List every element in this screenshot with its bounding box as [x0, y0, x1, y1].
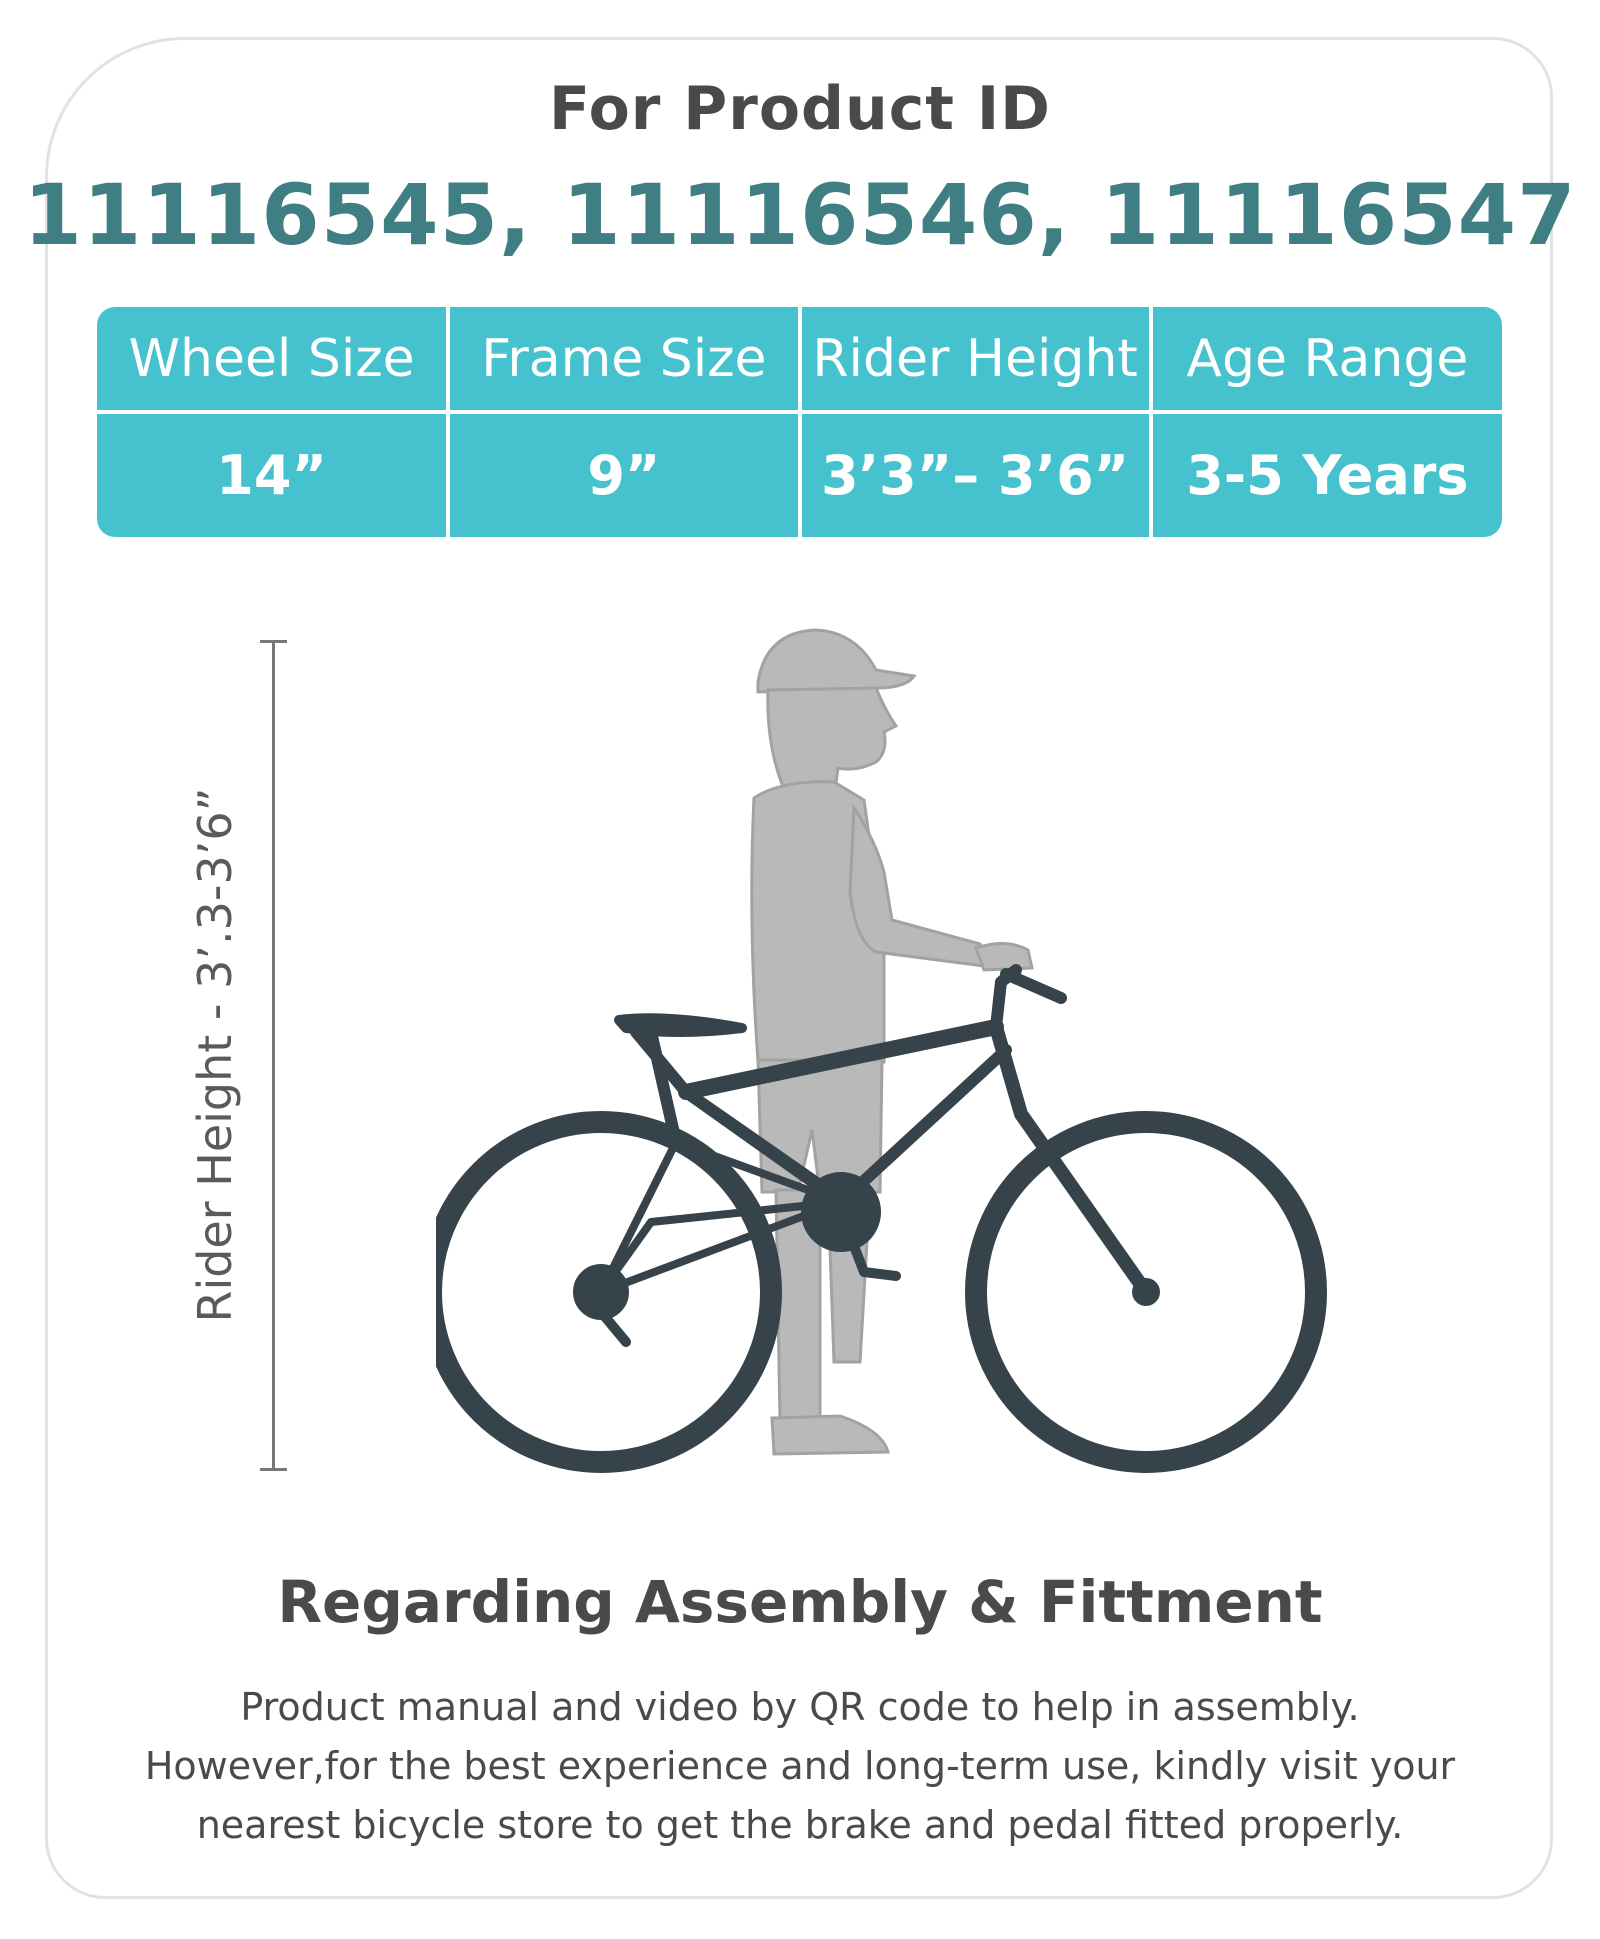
rider-height-value: 3’3”– 3’6”	[800, 412, 1151, 537]
size-table	[97, 307, 1502, 537]
size-table-header-row	[97, 307, 1502, 412]
column-header-frame-size: Frame Size	[448, 307, 799, 412]
assembly-line: Product manual and video by QR code to help in assembly.	[240, 1685, 1360, 1729]
product-ids: 11116545, 11116546, 11116547	[23, 166, 1577, 264]
assembly-description	[0, 1678, 1600, 1855]
height-ruler-bottom-cap	[260, 1468, 287, 1471]
height-ruler	[272, 640, 275, 1470]
size-table-value-row	[97, 412, 1502, 537]
rider-with-bicycle-illustration	[436, 622, 1346, 1482]
age-range-value: 3-5 Years	[1151, 412, 1502, 537]
wheel-size-value: 14”	[97, 412, 448, 537]
assembly-heading: Regarding Assembly & Fittment	[277, 1568, 1323, 1636]
assembly-line: nearest bicycle store to get the brake and pedal fitted properly.	[196, 1803, 1404, 1847]
assembly-line: However,for the best experience and long-term use, kindly visit your	[144, 1744, 1456, 1788]
column-header-rider-height: Rider Height	[800, 307, 1151, 412]
frame-size-value: 9”	[448, 412, 799, 537]
page-title: For Product ID	[549, 74, 1051, 144]
column-header-age-range: Age Range	[1151, 307, 1502, 412]
column-header-wheel-size: Wheel Size	[97, 307, 448, 412]
rider-height-label: Rider Height - 3’.3-3’6”	[188, 787, 242, 1323]
